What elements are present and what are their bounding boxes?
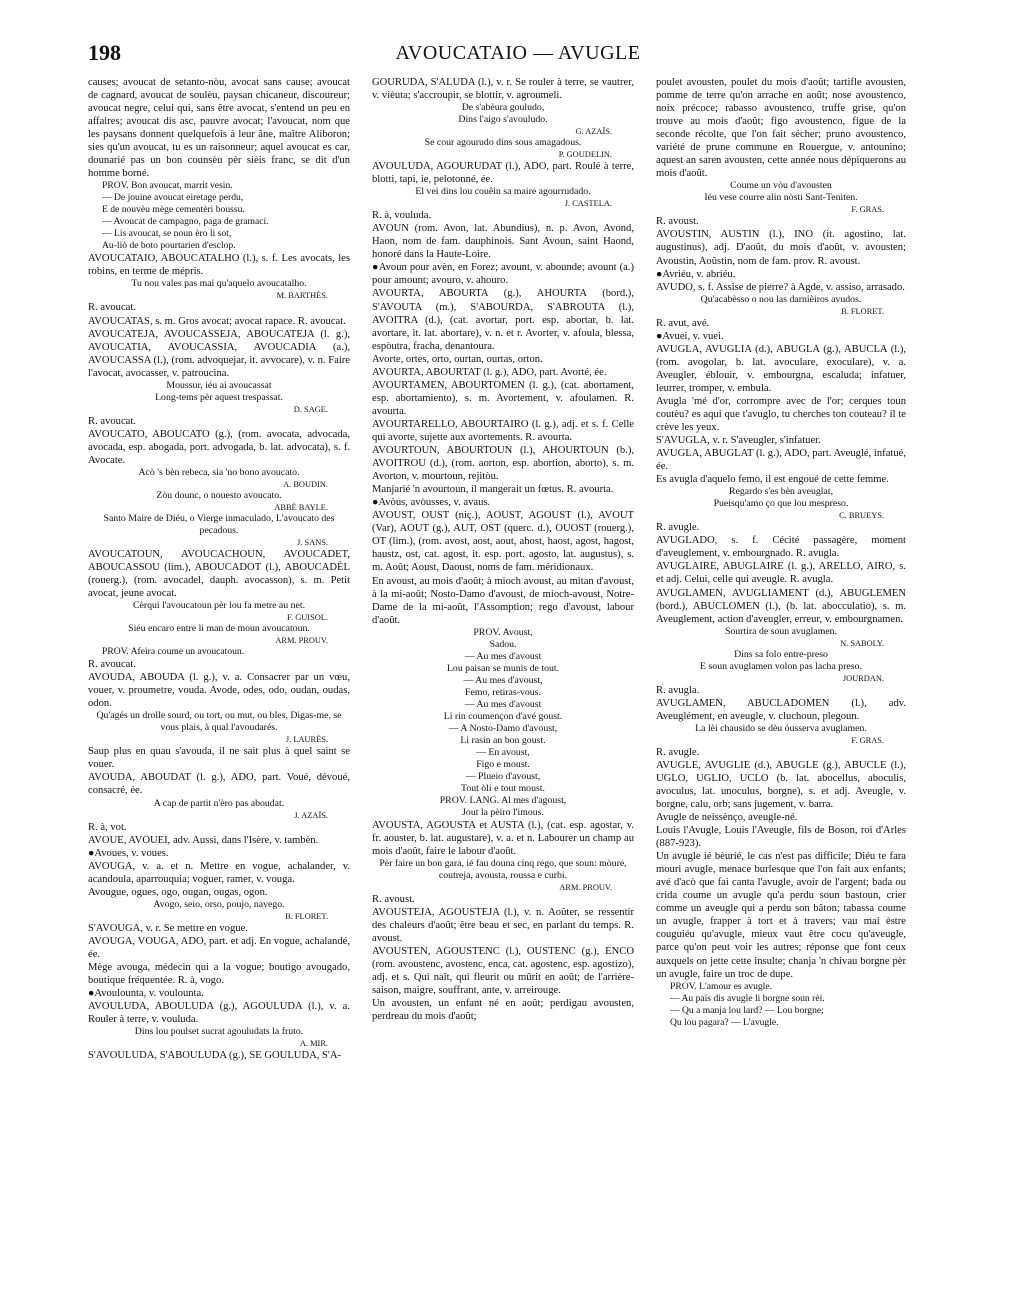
quotation-line: Zòu dounc, o nouesto avoucato.	[156, 489, 282, 501]
entry-paragraph: Mège avouga, médecin qui a la vogue; boutigo avougado, boutique fréquentée. R. à, vogo.	[88, 961, 350, 986]
entry-paragraph: causes; avoucat de setanto-nòu, avocat sans cause; avoucat de cagnard, avoucat de soulèu, paysan chicaneur, discoureur; avoucat negre, celui qui, sans être avocat, s'entend un peu en affaires; avoucat dis asc, pauvre avocat; l'avoucat, nom que les paysans donnent quelquefois à leur âne, maître Aliboron; sies qu'un avoucat, tu es un raisonneur; aquel avoucat es car, dounarié pas un bon counsèu pèr sièis franc, se dit d'un homme borné.	[88, 77, 350, 180]
proverb-line: — Au païs dis avugle li borgne soun rèi.	[670, 992, 825, 1004]
entry-paragraph: Louis l'Avugle, Louis l'Aveugle, fils de Boson, roi d'Arles (887-923).	[656, 825, 906, 850]
column-right	[656, 76, 906, 1029]
entry-paragraph: AVOUCATOUN, AVOUCACHOUN, AVOUCADET, ABOUCASSOU (lim.), ABOUCADOT (l.), ABOUCADÈL (rouerg.), (rom. avocadel, dauph. avocasson), s. m. Petit avocat, jeune avocat.	[88, 548, 350, 600]
quotation-line: La lèi chausido se dèu óusserva avuglamen.	[695, 722, 867, 734]
entry-paragraph: R. avugle.	[656, 522, 700, 534]
entry-paragraph: AVOUSTIN, AUSTIN (l.), INO (it. agostino, lat. augustinus), adj. D'août, du mois d'août, v. avousten; Avoustin, Aoûstin, nom de fam. prov. R. avoust.	[656, 229, 906, 267]
entry-paragraph: ●Avuei, v. vuei.	[656, 330, 724, 342]
proverb-line: Qu lou pagara? — L'avugle.	[670, 1016, 779, 1028]
column-left	[88, 76, 350, 1062]
entry-paragraph: Avougue, ogues, ogo, ougan, ougas, ogon.	[88, 886, 268, 898]
entry-paragraph: R. avoucat.	[88, 415, 136, 427]
citation-source: ARM. PROUV.	[559, 882, 612, 892]
quotation-line: Avogo, seio, orso, poujo, navego.	[153, 898, 285, 910]
citation-source: B. FLORET.	[841, 306, 884, 316]
page-number: 198	[88, 40, 121, 65]
citation-source: F. GRAS.	[851, 735, 884, 745]
entry-paragraph: AVOUSTA, AGOUSTA et AUSTA (l.), (cat. esp. agostar, v. fr. aouster, b. lat. augustare), v. a. et n. Labourer un champ au mois d'août, faire le labour d'août.	[372, 819, 634, 857]
entry-paragraph: R. à, vot.	[88, 821, 127, 833]
quotation-line: Pèr faire un bon gara, ié fau douna cinq rego, que soun: mòure, coutreja, avousta, roussa e curbi.	[379, 857, 627, 881]
quotation-line: Figo e moust.	[476, 758, 530, 770]
entry-paragraph: AVOUN (rom. Avon, lat. Abundius), n. p. Avon, Avond, Haon, nom de fam. dauphinois. Sant Avoun, saint Haond, honoré dans la Haute-Loire.	[372, 223, 634, 261]
entry-paragraph: AVOUCATAS, s. m. Gros avocat; avocat rapace. R. avoucat.	[88, 315, 346, 327]
entry-paragraph: AVOUCATAIO, ABOUCATALHO (l.), s. f. Les avocats, les robins, en terme de mépris.	[88, 253, 350, 278]
proverb-line: — Lis avoucat, se noun èro li sot,	[102, 228, 232, 240]
entry-paragraph: ●Avriéu, v. abriéu.	[656, 268, 736, 280]
entry-paragraph: R. avoucat.	[88, 302, 136, 314]
entry-paragraph: ●Avoulounta, v. voulounta.	[88, 988, 204, 1000]
quotation-line: Dins lou poulset sucrat agouludats la fruto.	[134, 1026, 304, 1038]
quotation-line: Qu'agés un drolle sourd, ou tort, ou mut, ou bles, Digas-me, se vous plais, à qual l'avoudarés.	[96, 710, 342, 734]
quotation-line: Dins l'aigo s'avouludo.	[458, 114, 548, 126]
entry-paragraph: AVOURTA, ABOURTA (g.), AHOURTA (bord.), S'AVOUTA (m.), S'ABOURDA, S'ABROUTA (l.), AVOITRA (d.), (cat. avortar, port. esp. abortar, b. lat. avortare, it. lat. abortare), v. n. et r. Avorter, v. afoula, blessa, espòutra, fracha, denantoura.	[372, 288, 634, 352]
quotation-line: Regardo s'es bèn aveuglat,	[728, 486, 834, 498]
quotation-line: — Au mes d'avoust,	[463, 674, 543, 686]
entry-paragraph: AVOUDA, ABOUDAT (l. g.), ADO, part. Voué, dévoué, consacré, ée.	[88, 772, 350, 797]
entry-paragraph: Un avugle ié bèurié, le cas n'est pas difficile; Diéu te fara mouri avugle, menace burlesque que l'on fait aux enfants; avé d'acò que fai canta l'avugle, avoir de l'argent; bada ou crida coume un avugle qu'a perdu soun bastoun, crier comme un aveugle qui a perdu son bâton; tabassa coume un avugle, frapper à tort et à travers; vau mai èstre couguiéu qu'avugle, mieux vaut être cocu qu'aveugle, parce qu'on peut voir les autres; réponse que font ceux auxquels on jette cette insulte; chanja 'n chivau borgne pèr un avugle, faire un troc de dupe.	[656, 851, 906, 980]
quotation-line: Santo Maire de Diéu, o Vierge inmaculado, L'avoucato des pecadous.	[103, 512, 335, 536]
proverb-line: — Avoucat de campagno, paga de gramaci.	[102, 216, 269, 228]
entry-paragraph: AVOUSTEN, AGOUSTENC (l.), OUSTENC (g.), ENCO (rom. avoustenc, avostenc, enca, cat. agostenc, esp. agostizo), adj. et s. Qui naît, qui fleurit ou mûrit en août; de l'arrière-saison, maigre, souffrant, ante, v. arreirouge.	[372, 946, 634, 997]
entry-paragraph: poulet avousten, poulet du mois d'août; tartifle avousten, pomme de terre qu'on arrache en août; nose avoustenco, noix précoce; rabasso avoustenco, truffe grise, qu'on trouve au mois d'août; figo avoustenco, figue de la seconde récolte, que l'on fait sécher; pruno avoustenco, variété de prune commune en Rouergue, v. antounino; aquest an saren avousten, cette année nous dépiquerons au mois d'août.	[656, 77, 906, 180]
entry-paragraph: S'AVOUGA, v. r. Se mettre en vogue.	[88, 922, 248, 934]
quotation-line: PROV. Avoust,	[473, 626, 533, 638]
entry-paragraph: AVOUE, AVOUEI, adv. Aussi, dans l'Isère, v. tambèn.	[88, 834, 319, 846]
citation-source: J. CASTELA.	[564, 199, 612, 209]
entry-paragraph: AVUGLAIRE, ABUGLAIRE (l. g.), ARELLO, AIRO, s. et adj. Celui, celle qui aveugle. R. avugla.	[656, 561, 906, 586]
entry-paragraph: AVOUCATEJA, AVOUCASSEJA, ABOUCATEJA (l. g.), AVOUCATIA, AVOUCASSIA, AVOUCADIA (a.), AVOUCASSA (l.), (rom. advoquejar, it. avvocare), v. n. Faire l'avocat, avocasser, v. patroucina.	[88, 328, 350, 379]
entry-paragraph: AVUDO, s. f. Assise de pierre? à Agde, v. assiso, arrasado.	[656, 281, 905, 293]
citation-source: P. GOUDELIN.	[558, 150, 612, 160]
entry-paragraph: S'AVUGLA, v. r. S'aveugler, s'infatuer.	[656, 435, 821, 447]
entry-paragraph: AVUGLA, AVUGLIA (d.), ABUGLA (g.), ABUCLA (l.), (rom. avogolar, b. lat. avoculare, exoculare), v. a. Aveugler, éblouir, v. embourgna, escaluda; infatuer, leurrer, tromper, v. embula.	[656, 343, 906, 394]
citation-source: JOURDAN.	[842, 673, 884, 683]
proverb-line: E de nouvèu mège cementèri boussu.	[102, 204, 245, 216]
entry-paragraph: Manjarié 'n avourtoun, il mangerait un fœtus. R. avourta.	[372, 484, 614, 496]
quotation-line: Lou paisan se munis de tout.	[446, 662, 560, 674]
citation-source: ABBÉ BAYLE.	[274, 502, 328, 512]
citation-source: M. BARTHÉS.	[276, 291, 328, 301]
quotation-line: De s'abèura gouludo,	[461, 102, 545, 114]
quotation-line: Qu'acabèsso o nou las darnièiros avudos.	[700, 293, 862, 305]
quotation-line: Pueisqu'amo ço que lou mespreso.	[713, 498, 849, 510]
entry-paragraph: Saup plus en quau s'avouda, il ne sait plus à quel saint se vouer.	[88, 746, 350, 771]
quotation-line: Sourtira de soun avuglamen.	[724, 625, 838, 637]
quotation-line: — Au mes d'avoust	[464, 698, 542, 710]
proverb-line: Au-liò de boto pourtarien d'esclop.	[102, 240, 236, 252]
citation-source: G. AZAÏS.	[575, 127, 612, 137]
quotation-line: Cèrqui l'avoucatoun pèr lou fa metre au net.	[132, 600, 306, 612]
entry-paragraph: AVOULUDA, AGOURUDAT (l.), ADO, part. Roulé à terre, blotti, tapi, ie, pelotonné, ée.	[372, 161, 634, 186]
quotation-line: Moussur, iéu ai avoucassat	[166, 379, 272, 391]
entry-paragraph: ●Avoues, v. voues.	[88, 847, 169, 859]
running-head: AVOUCATAIO — AVUGLE	[395, 42, 641, 64]
quotation-line: — En avoust,	[476, 746, 530, 758]
citation-source: J. LAURÈS.	[285, 735, 328, 745]
proverb-line: — De jouine avoucat eiretage perdu,	[102, 192, 244, 204]
entry-paragraph: ●Avòus, avòusses, v. avaus.	[372, 497, 491, 509]
entry-paragraph: AVOULUDA, ABOULUDA (g.), AGOULUDA (l.), v. a. Rouler à terre, v. vouluda.	[88, 1001, 350, 1026]
citation-source: A. BOUDIN.	[283, 479, 328, 489]
entry-paragraph: R. avoucat.	[88, 659, 136, 671]
quotation-line: Femo, retiras-vous.	[465, 686, 541, 698]
quotation-line: E soun avuglamen volon pas lacha preso.	[700, 660, 862, 672]
entry-paragraph: R. avoust.	[372, 893, 415, 905]
quotation-line: Iéu vese courre alin nòsti Sant-Teniten.	[704, 192, 858, 204]
entry-paragraph: R. avugle.	[656, 746, 700, 758]
entry-paragraph: AVOUST, OUST (niç.), AOUST, AGOUST (l.), AVOUT (Var), AOUT (g.), AUT, OST (querc. d.), OUOST (rouerg.), OT (lim.), (rom. avost, aost, aout, ahost, haost, agost, hagost, haustz, ost, cat. agost, it. esp. port. agosto, lat. augustus), s. m. Août; Aoust, Daoust, noms de fam. méridionaux.	[372, 510, 634, 574]
quotation-line: Tout òli e tout moust.	[461, 782, 545, 794]
quotation-line: Acò 's bèn rebeca, sia 'no bono avoucato.	[138, 466, 300, 478]
entry-paragraph: AVUGLADO, s. f. Cécité passagère, moment d'aveuglement, v. embourgnado. R. avugla.	[656, 535, 906, 560]
quotation-line: — A Nosto-Damo d'avoust,	[448, 722, 558, 734]
citation-source: F. GUISOL.	[287, 613, 328, 623]
entry-paragraph: Un avousten, un enfant né en août; perdigau avousten, perdreau du mois d'août;	[372, 998, 634, 1023]
proverb-line: PROV. Bon avoucat, marrit vesin.	[102, 180, 233, 192]
page-header	[88, 40, 948, 70]
entry-paragraph: AVUGLE, AVUGLIE (d.), ABUGLE (g.), ABUCLE (l.), UGLO, UGLIO, UCLO (b. lat. abocellus, aboculis, avoculus, lat. unoculus, borgne), s. et adj. Aveugle, v. borgne, calu, orb; sans jugement, v. barra.	[656, 759, 906, 810]
citation-source: C. BRUEYS.	[839, 511, 884, 521]
entry-paragraph: AVUGLAMEN, ABUCLADOMEN (l.), adv. Aveuglément, en aveugle, v. cluchoun, plegoun.	[656, 697, 906, 722]
entry-paragraph: Avugla 'mé d'or, corrompre avec de l'or; cerques toun coutèu? es aqui que t'avuglo, tu cherches ton couteau? il te crève les yeux.	[656, 395, 906, 434]
entry-paragraph: AVOUDA, ABOUDA (l. g.), v. a. Consacrer par un vœu, vouer, v. proumetre, vouda. Avode, odes, odo, oudan, oudas, odon.	[88, 672, 350, 710]
quotation-line: Se cour agourudo dins sous amagadous.	[424, 137, 582, 149]
quotation-line: Sadou.	[489, 638, 517, 650]
proverb-line: PROV. L'amour es avugle.	[670, 980, 773, 992]
quotation-line: Siéu encaro entre li man de moun avoucatoun.	[128, 623, 310, 635]
entry-paragraph: R. avut, avé.	[656, 317, 710, 329]
citation-source: ARM. PROUV.	[275, 636, 328, 646]
quotation-line: — Plueio d'avoust,	[465, 770, 541, 782]
entry-paragraph: GOURUDA, S'ALUDA (l.), v. r. Se rouler à terre, se vautrer, v. vièuta; s'accroupir, se blottir, v. agroumeli.	[372, 77, 634, 102]
quotation-line: Tu nou vales pas mai qu'aquelo avoucatalho.	[131, 278, 307, 290]
quotation-line: Coume un vòu d'avousten	[730, 180, 832, 192]
quotation-line: Li rin coumençon d'avé goust.	[443, 710, 563, 722]
citation-source: B. FLORET.	[285, 911, 328, 921]
quotation-line: — Au mes d'avoust	[464, 650, 542, 662]
entry-paragraph: AVOUCATO, ABOUCATO (g.), (rom. avocata, advocada, avocada, esp. abogada, port. advogada, b. lat. advocata), s. f. Avocate.	[88, 428, 350, 466]
quotation-line: Li rasin an bon goust.	[460, 734, 546, 746]
entry-paragraph: AVOURTAMEN, ABOURTOMEN (l. g.), (cat. abortament, esp. abortamiento), s. m. Avortement, v. afoulamen. R. avourta.	[372, 379, 634, 417]
entry-paragraph: AVOUGA, VOUGA, ADO, part. et adj. En vogue, achalandé, ée.	[88, 935, 350, 960]
entry-paragraph: AVUGLAMEN, AVUGLIAMENT (d.), ABUGLEMEN (bord.), ABUCLOMEN (l.), (b. lat. abocculatio), s. m. Aveuglement, action d'aveugler, erreur, v. embourgnamen.	[656, 587, 906, 625]
citation-source: A. MIR.	[299, 1039, 328, 1049]
column-middle	[372, 76, 634, 1023]
entry-paragraph: Avorte, ortes, orto, ourtan, ourtas, orton.	[372, 353, 543, 365]
citation-source: D. SAGE.	[293, 404, 328, 414]
entry-paragraph: S'AVOULUDA, S'ABOULUDA (g.), SE GOULUDA, S'A-	[88, 1050, 342, 1062]
entry-paragraph: Avugle de neissènço, aveugle-né.	[656, 812, 798, 824]
entry-paragraph: En avoust, au mois d'août; à mioch avoust, au mitan d'avoust, à la mi-août; Nosto-Damo d'avoust, de mioch-avoust, Notre-Dame de la mi-août, l'Assomption; rego d'avoust, labour d'août.	[372, 575, 634, 626]
entry-paragraph: ●Avoun pour avèn, en Forez; avount, v. abounde; avount (a.) pour amount; avouro, v. ahouro.	[372, 262, 634, 287]
citation-source: N. SABOLY.	[840, 638, 884, 648]
entry-paragraph: AVOURTA, ABOURTAT (l. g.), ADO, part. Avorté, ée.	[372, 366, 607, 378]
quotation-line: Long-tems pèr aquest trespassat.	[155, 391, 283, 403]
proverb-line: — Qu a manja lou lard? — Lou borgne;	[670, 1004, 824, 1016]
proverb-line: PROV. Afeira coume un avoucatoun.	[102, 646, 245, 658]
citation-source: J. AZAÏS.	[294, 810, 328, 820]
quotation-line: El vei dins lou couêin sa maire agourrudado.	[415, 186, 591, 198]
entry-paragraph: AVOUGA, v. a. et n. Mettre en vogue, achalander, v. acandoula, aparrouquia; voguer, ramer, v. vouga.	[88, 860, 350, 885]
entry-paragraph: R. avoust.	[656, 216, 699, 228]
quotation-line: A cap de partit n'èro pas aboudat.	[153, 797, 285, 809]
entry-paragraph: Es avugla d'aquelo femo, il est engoué de cette femme.	[656, 474, 889, 486]
citation-source: F. GRAS.	[851, 205, 884, 215]
entry-paragraph: R. à, vouluda.	[372, 210, 432, 222]
entry-paragraph: AVUGLA, ABUGLAT (l. g.), ADO, part. Aveuglé, infatué, ée.	[656, 448, 906, 473]
entry-paragraph: AVOURTARELLO, ABOURTAIRO (l. g.), adj. et s. f. Celle qui avorte, sujette aux avortements. R. avourta.	[372, 418, 634, 443]
quotation-line: PROV. LANG. Al mes d'agoust,	[439, 794, 567, 806]
quotation-line: Dins sa folo entre-preso	[734, 648, 828, 660]
entry-paragraph: AVOUSTEJA, AGOUSTEJA (l.), v. n. Aoûter, se ressentir des chaleurs d'août; être beau et sec, en parlant du temps. R. avoust.	[372, 906, 634, 944]
quotation-line: Jout la pèiro l'imous.	[462, 806, 544, 818]
entry-paragraph: AVOURTOUN, ABOURTOUN (l.), AHOURTOUN (b.), AVOITROU (d.), (rom. aorton, esp. abortion, aborto), s. m. Avorton, v. mourtoun, rejitòu.	[372, 445, 634, 483]
entry-paragraph: R. avugla.	[656, 684, 700, 696]
citation-source: J. SANS.	[297, 537, 328, 547]
